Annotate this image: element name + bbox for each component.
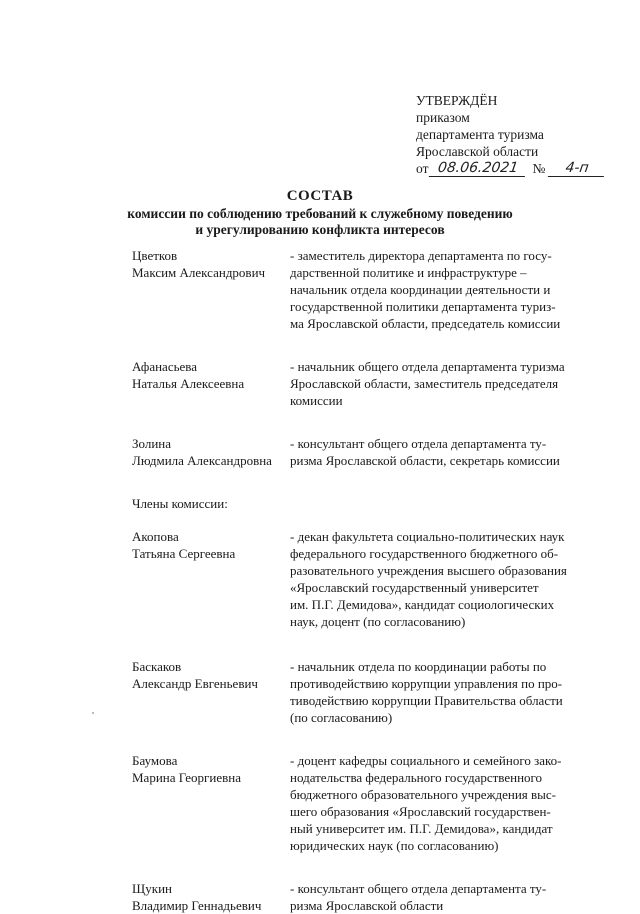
approval-line-3: Ярославской области: [416, 144, 539, 159]
member-row: [132, 658, 602, 726]
member-row: [132, 435, 602, 469]
member-name: Баскаков Александр Евгеньевич: [132, 659, 258, 691]
member-name: Акопова Татьяна Сергеевна: [132, 529, 236, 561]
member-row: [132, 880, 602, 914]
handwritten-number: 4-п: [548, 160, 606, 177]
member-name: Баумова Марина Георгиевна: [132, 753, 241, 785]
approval-block: [416, 92, 616, 177]
title-main: СОСТАВ: [286, 188, 354, 204]
member-role: - консультант общего отдела департамента ту- ризма Ярославской области: [290, 881, 547, 913]
member-role: - начальник отдела по координации работы по противодействию коррупции управления по про- тиводействию коррупции Правительства области (по согласованию): [290, 659, 563, 725]
member-name: Цветков Максим Александрович: [132, 248, 266, 280]
scan-artifact: [92, 712, 94, 714]
order-date-number: [416, 160, 616, 177]
member-row: [132, 358, 602, 409]
member-role: - декан факультета социально-политических наук федерального государственного бюджетного об- разовательного учреждения высшего образования «Ярославский государственный университет им. П.Г. Демидова», кандидат социологических наук, доцент (по согласованию): [290, 529, 567, 629]
member-role: - консультант общего отдела департамента ту- ризма Ярославской области, секретарь комиссии: [290, 436, 560, 468]
member-role: - заместитель директора департамента по госу- дарственной политике и инфраструктуре – начальник отдела координации деятельности и государственной политики департамента туриз- ма Ярославской области, председатель комиссии: [290, 248, 561, 331]
member-row: [132, 528, 602, 630]
title-line-2: и урегулированию конфликта интересов: [195, 222, 445, 237]
member-role: - доцент кафедры социального и семейного зако- нодательства федерального государственного бюджетного образовательного учреждения выс- шего образования «Ярославский государствен- ный университет им. П.Г. Демидова», кандидат юридических наук (по согласованию): [290, 753, 562, 853]
approval-line-1: приказом: [416, 110, 470, 125]
approval-heading: УТВЕРЖДЁН: [416, 93, 498, 108]
member-name: Золина Людмила Александровна: [132, 436, 272, 468]
number-label: №: [532, 161, 546, 176]
approval-line-2: департамента туризма: [416, 127, 544, 142]
commission-list: [132, 247, 602, 914]
member-row: [132, 247, 602, 332]
member-role: - начальник общего отдела департамента туризма Ярославской области, заместитель председателя комиссии: [290, 359, 565, 408]
member-name: Афанасьева Наталья Алексеевна: [132, 359, 245, 391]
handwritten-date: 08.06.2021: [429, 160, 527, 177]
document-title: [0, 186, 640, 238]
title-line-1: комиссии по соблюдению требований к служебному поведению: [127, 206, 513, 221]
member-name: Щукин Владимир Геннадьевич: [132, 881, 262, 913]
member-row: [132, 752, 602, 854]
from-label: от: [416, 161, 429, 176]
members-label: Члены комиссии:: [132, 496, 228, 511]
